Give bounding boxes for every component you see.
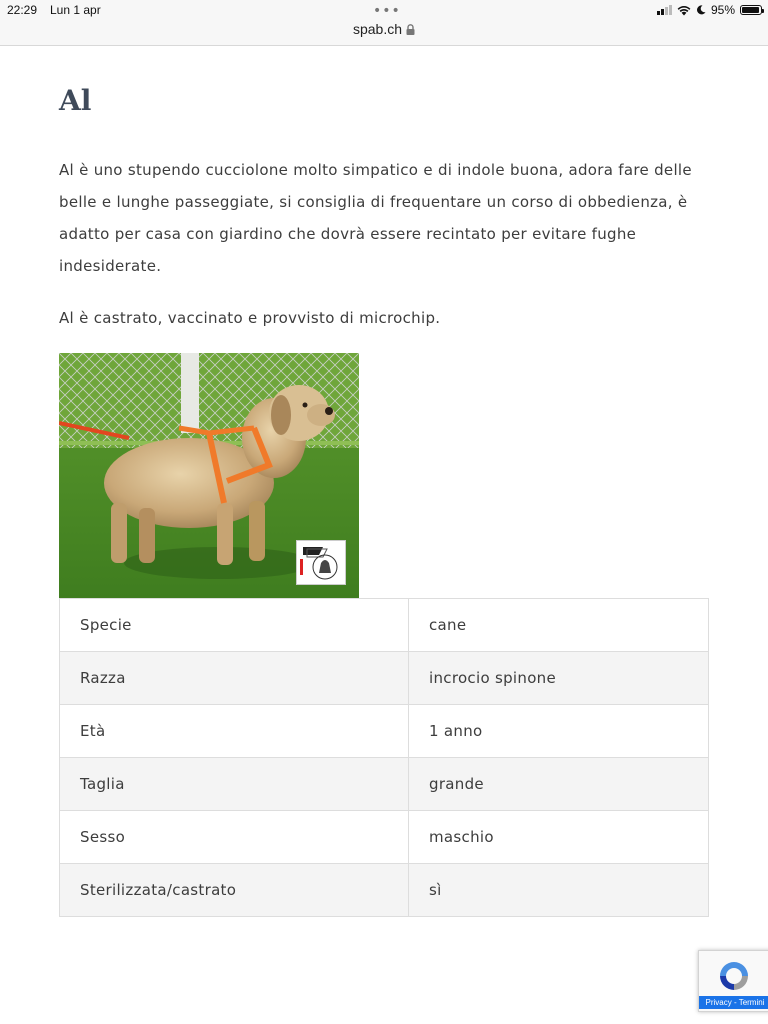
status-indicators <box>657 3 762 17</box>
shelter-logo <box>296 540 346 585</box>
detail-label: Sterilizzata/castrato <box>60 864 409 917</box>
detail-value: sì <box>409 864 709 917</box>
status-time: 22:29 <box>7 3 38 17</box>
table-row <box>60 811 709 864</box>
detail-value: maschio <box>409 811 709 864</box>
detail-value: grande <box>409 758 709 811</box>
detail-value: 1 anno <box>409 705 709 758</box>
browser-top-bar <box>0 0 768 46</box>
detail-label: Sesso <box>60 811 409 864</box>
url-text: spab.ch <box>352 21 403 37</box>
detail-label: Taglia <box>60 758 409 811</box>
cellular-signal-icon <box>657 5 672 15</box>
description-paragraph: Al è uno stupendo cucciolone molto simpatico e di indole buona, adora fare delle belle e lunghe passeggiate, si consiglia di frequentare un corso di obbedienza, è adatto per casa con giardino che dovrà essere recintato per evitare fughe indesiderate. <box>59 161 692 275</box>
status-date: Lun 1 apr <box>50 3 101 17</box>
page-title: Al <box>59 84 92 117</box>
moon-icon <box>696 5 706 15</box>
detail-label: Specie <box>60 599 409 652</box>
lock-icon <box>406 24 415 35</box>
status-paragraph: Al è castrato, vaccinato e provvisto di microchip. <box>59 309 441 327</box>
detail-value: cane <box>409 599 709 652</box>
table-row <box>60 599 709 652</box>
details-table <box>59 598 709 917</box>
detail-value: incrocio spinone <box>409 652 709 705</box>
table-row <box>60 864 709 917</box>
recaptcha-links[interactable]: Privacy - Termini <box>699 996 768 1009</box>
table-row <box>60 705 709 758</box>
address-bar[interactable] <box>0 21 768 37</box>
tab-menu-dots[interactable]: ••• <box>373 3 401 19</box>
battery-icon <box>740 5 762 15</box>
recaptcha-badge[interactable] <box>698 950 768 1012</box>
detail-label: Razza <box>60 652 409 705</box>
table-row <box>60 652 709 705</box>
table-row <box>60 758 709 811</box>
detail-label: Età <box>60 705 409 758</box>
recaptcha-icon <box>716 958 752 994</box>
battery-percent: 95% <box>710 3 735 17</box>
wifi-icon <box>677 5 691 16</box>
